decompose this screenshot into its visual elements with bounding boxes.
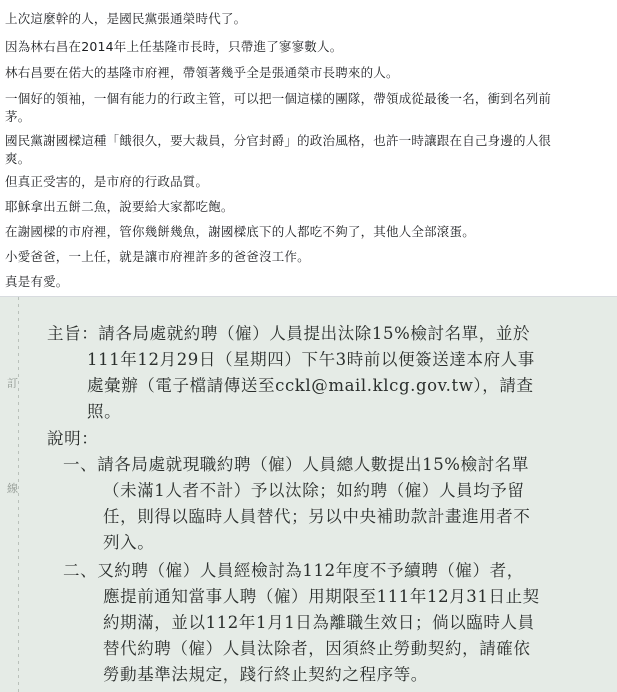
doc-item-two-line: 二、又約聘（僱）人員經檢討為112年度不予續聘（僱）者，	[63, 561, 524, 580]
doc-item-one-line: （未滿1人者不計）予以汰除；如約聘（僱）人員均予留	[103, 481, 525, 500]
doc-explanation-title: 說明：	[47, 429, 99, 448]
doc-subject-line: 處彙辦（電子檔請傳送至cckl@mail.klcg.gov.tw），請查	[87, 376, 534, 395]
post-paragraph: 在謝國樑的市府裡，管你幾餅幾魚，謝國樑底下的人都吃不夠了，其他人全部滾蛋。	[5, 224, 475, 239]
post-paragraph: 國民黨謝國樑這種「餓很久，要大裁員，分官封爵」的政治風格，也許一時讓跟在自己身邊的人很	[5, 133, 552, 148]
doc-subject-line: 照。	[87, 402, 122, 421]
post-paragraph: 但真正受害的，是市府的行政品質。	[5, 174, 209, 189]
post-paragraph: 小愛爸爸，一上任，就是讓市府裡許多的爸爸沒工作。	[5, 249, 310, 264]
binding-mark-xian: 線	[7, 482, 18, 495]
binding-dashed-line	[18, 297, 19, 692]
post-paragraph: 因為林右昌在2014年上任基隆市長時，只帶進了寥寥數人。	[5, 39, 343, 54]
doc-item-one-line: 列入。	[103, 533, 155, 552]
doc-item-two-line: 約期滿，並以112年1月1日為離職生效日；倘以臨時人員	[103, 613, 535, 632]
binding-mark-ding: 訂	[7, 377, 18, 390]
post-paragraph: 爽。	[5, 151, 31, 166]
doc-item-two-line: 應提前通知當事人聘（僱）用期限至111年12月31日止契	[103, 587, 540, 606]
doc-subject-line: 111年12月29日（星期四）下午3時前以便簽送達本府人事	[87, 350, 535, 369]
post-paragraph: 耶穌拿出五餅二魚，說要給大家都吃飽。	[5, 199, 234, 214]
doc-item-two-line: 勞動基準法規定，踐行終止契約之程序等。	[103, 665, 428, 684]
post-paragraph: 林右昌要在偌大的基隆市府裡，帶領著幾乎全是張通榮市長聘來的人。	[5, 65, 399, 80]
post-paragraph: 一個好的領袖，一個有能力的行政主管，可以把一個這樣的團隊，帶領成從最後一名，衝到名列前	[5, 91, 552, 106]
doc-item-two-line: 替代約聘（僱）人員汰除者，因須終止勞動契約，請確依	[103, 639, 531, 658]
post-paragraph: 上次這麼幹的人，是國民黨張通榮時代了。	[5, 11, 247, 26]
official-document-image[interactable]	[0, 297, 617, 692]
post-text-body	[0, 0, 617, 296]
doc-item-one-line: 任，則得以臨時人員替代；另以中央補助款計畫進用者不	[103, 507, 531, 526]
doc-subject-line: 主旨：請各局處就約聘（僱）人員提出汰除15%檢討名單，並於	[47, 324, 531, 343]
post-paragraph: 真是有愛。	[5, 274, 69, 289]
post-paragraph: 茅。	[5, 109, 31, 124]
doc-item-one-line: 一、請各局處就現職約聘（僱）人員總人數提出15%檢討名單	[63, 455, 529, 474]
